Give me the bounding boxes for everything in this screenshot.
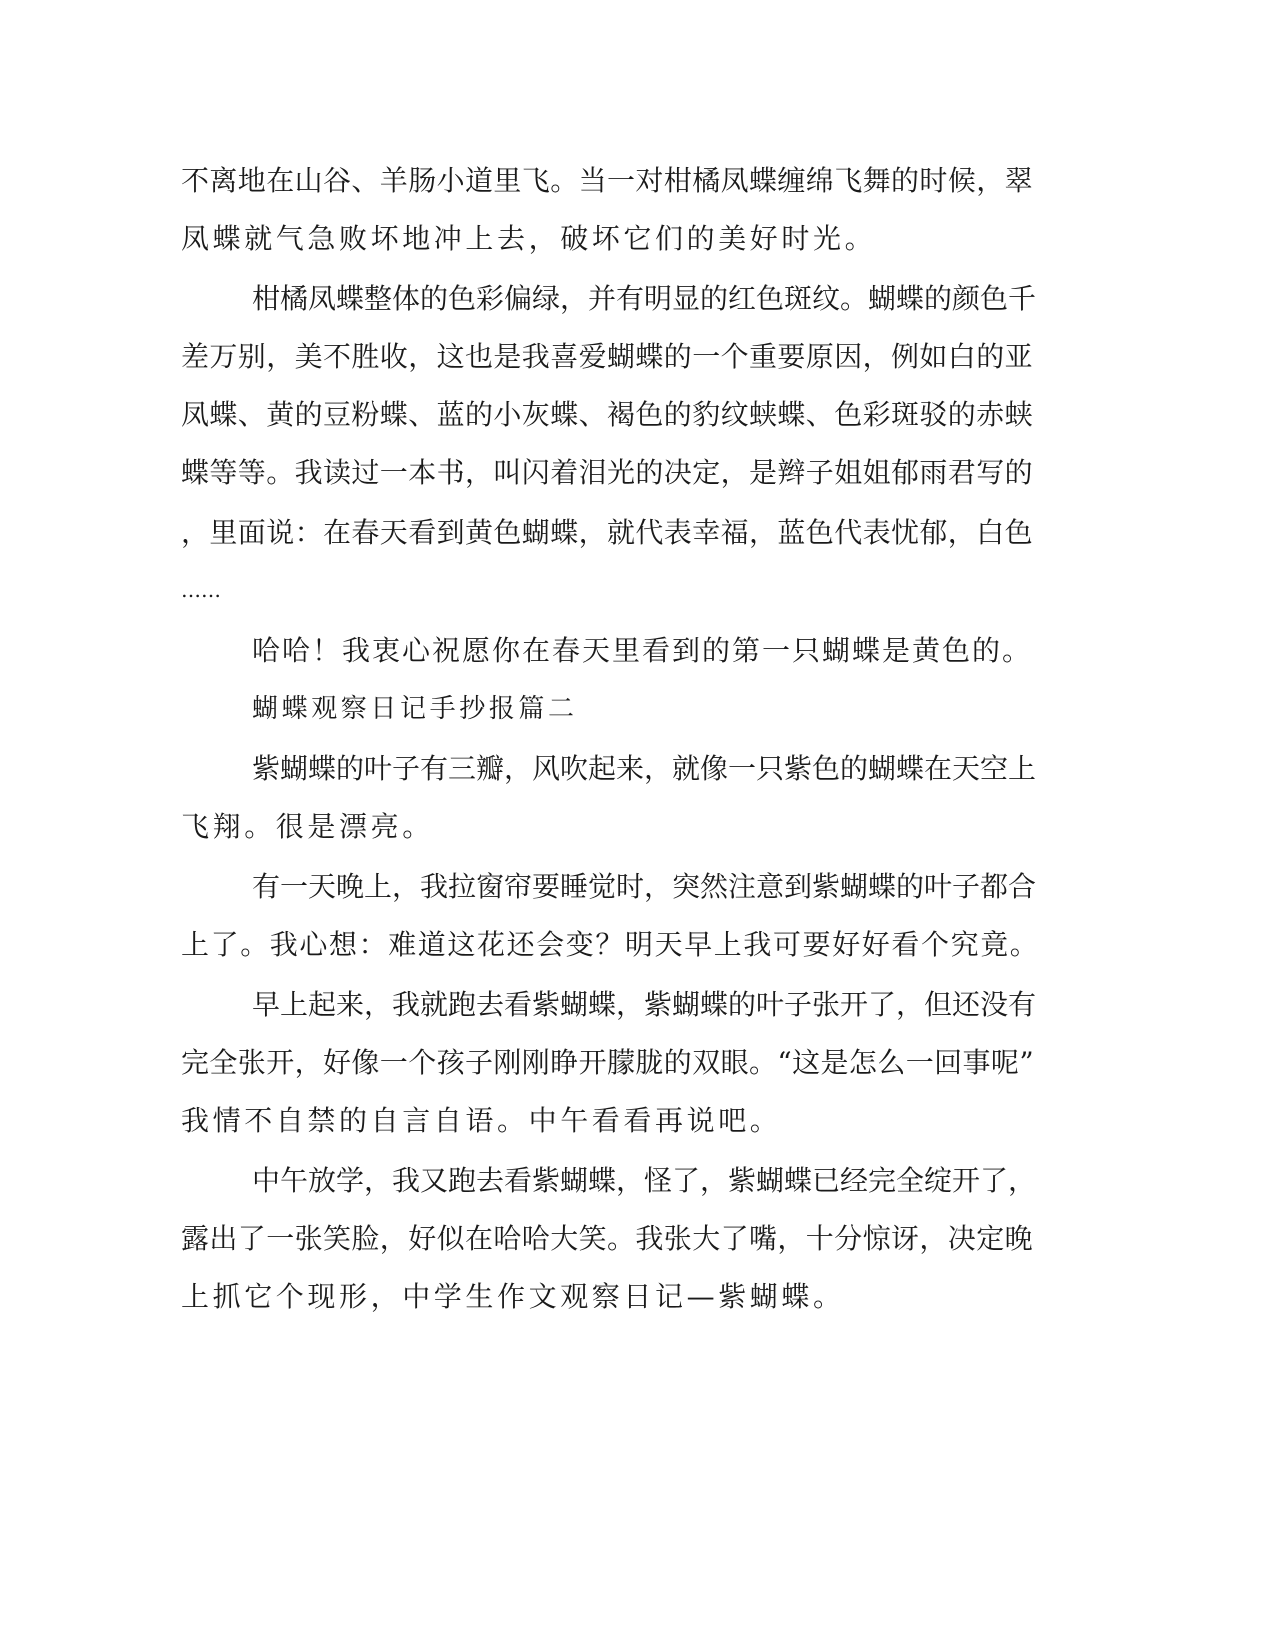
paragraph-start: 紫蝴蝶的叶子有三瓣，风吹起来，就像一只紫色的蝴蝶在天空上: [252, 752, 1037, 785]
text-line: ，里面说：在春天看到黄色蝴蝶，就代表幸福，蓝色代表忧郁，白色: [181, 516, 1034, 549]
text-line: 露出了一张笑脸，好似在哈哈大笑。我张大了嘴，十分惊讶，决定晚: [181, 1222, 1034, 1255]
text-line: 不离地在山谷、羊肠小道里飞。当一对柑橘凤蝶缠绵飞舞的时候，翠: [181, 164, 1034, 197]
text-line: 飞翔。很是漂亮。: [181, 810, 434, 843]
ellipsis-line: ……: [181, 578, 221, 602]
paragraph-start: 哈哈！我衷心祝愿你在春天里看到的第一只蝴蝶是黄色的。: [252, 634, 1033, 667]
text-line: 完全张开，好像一个孩子刚刚睁开朦胧的双眼。“这是怎么一回事呢”: [181, 1046, 1035, 1079]
paragraph-start: 柑橘凤蝶整体的色彩偏绿，并有明显的红色斑纹。蝴蝶的颜色千: [252, 282, 1037, 315]
text-line: 蝶等等。我读过一本书，叫闪着泪光的决定，是辫子姐姐郁雨君写的: [181, 456, 1034, 489]
text-line: 差万别，美不胜收，这也是我喜爱蝴蝶的一个重要原因，例如白的亚: [181, 340, 1034, 373]
text-line: 凤蝶、黄的豆粉蝶、蓝的小灰蝶、褐色的豹纹蛱蝶、色彩斑驳的赤蛱: [181, 398, 1034, 431]
text-line: 上了。我心想：难道这花还会变？明天早上我可要好好看个究竟。: [181, 928, 1040, 961]
text-line: 上抓它个现形，中学生作文观察日记—紫蝴蝶。: [181, 1280, 845, 1313]
paragraph-start: 早上起来，我就跑去看紫蝴蝶，紫蝴蝶的叶子张开了，但还没有: [252, 988, 1037, 1021]
text-line: 我情不自禁的自言自语。中午看看再说吧。: [181, 1104, 782, 1137]
paragraph-start: 中午放学，我又跑去看紫蝴蝶，怪了，紫蝴蝶已经完全绽开了，: [252, 1164, 1037, 1197]
paragraph-start: 有一天晚上，我拉窗帘要睡觉时，突然注意到紫蝴蝶的叶子都合: [252, 870, 1037, 903]
text-line: 凤蝶就气急败坏地冲上去，破坏它们的美好时光。: [181, 222, 877, 255]
section-heading: 蝴蝶观察日记手抄报篇二: [252, 694, 578, 724]
